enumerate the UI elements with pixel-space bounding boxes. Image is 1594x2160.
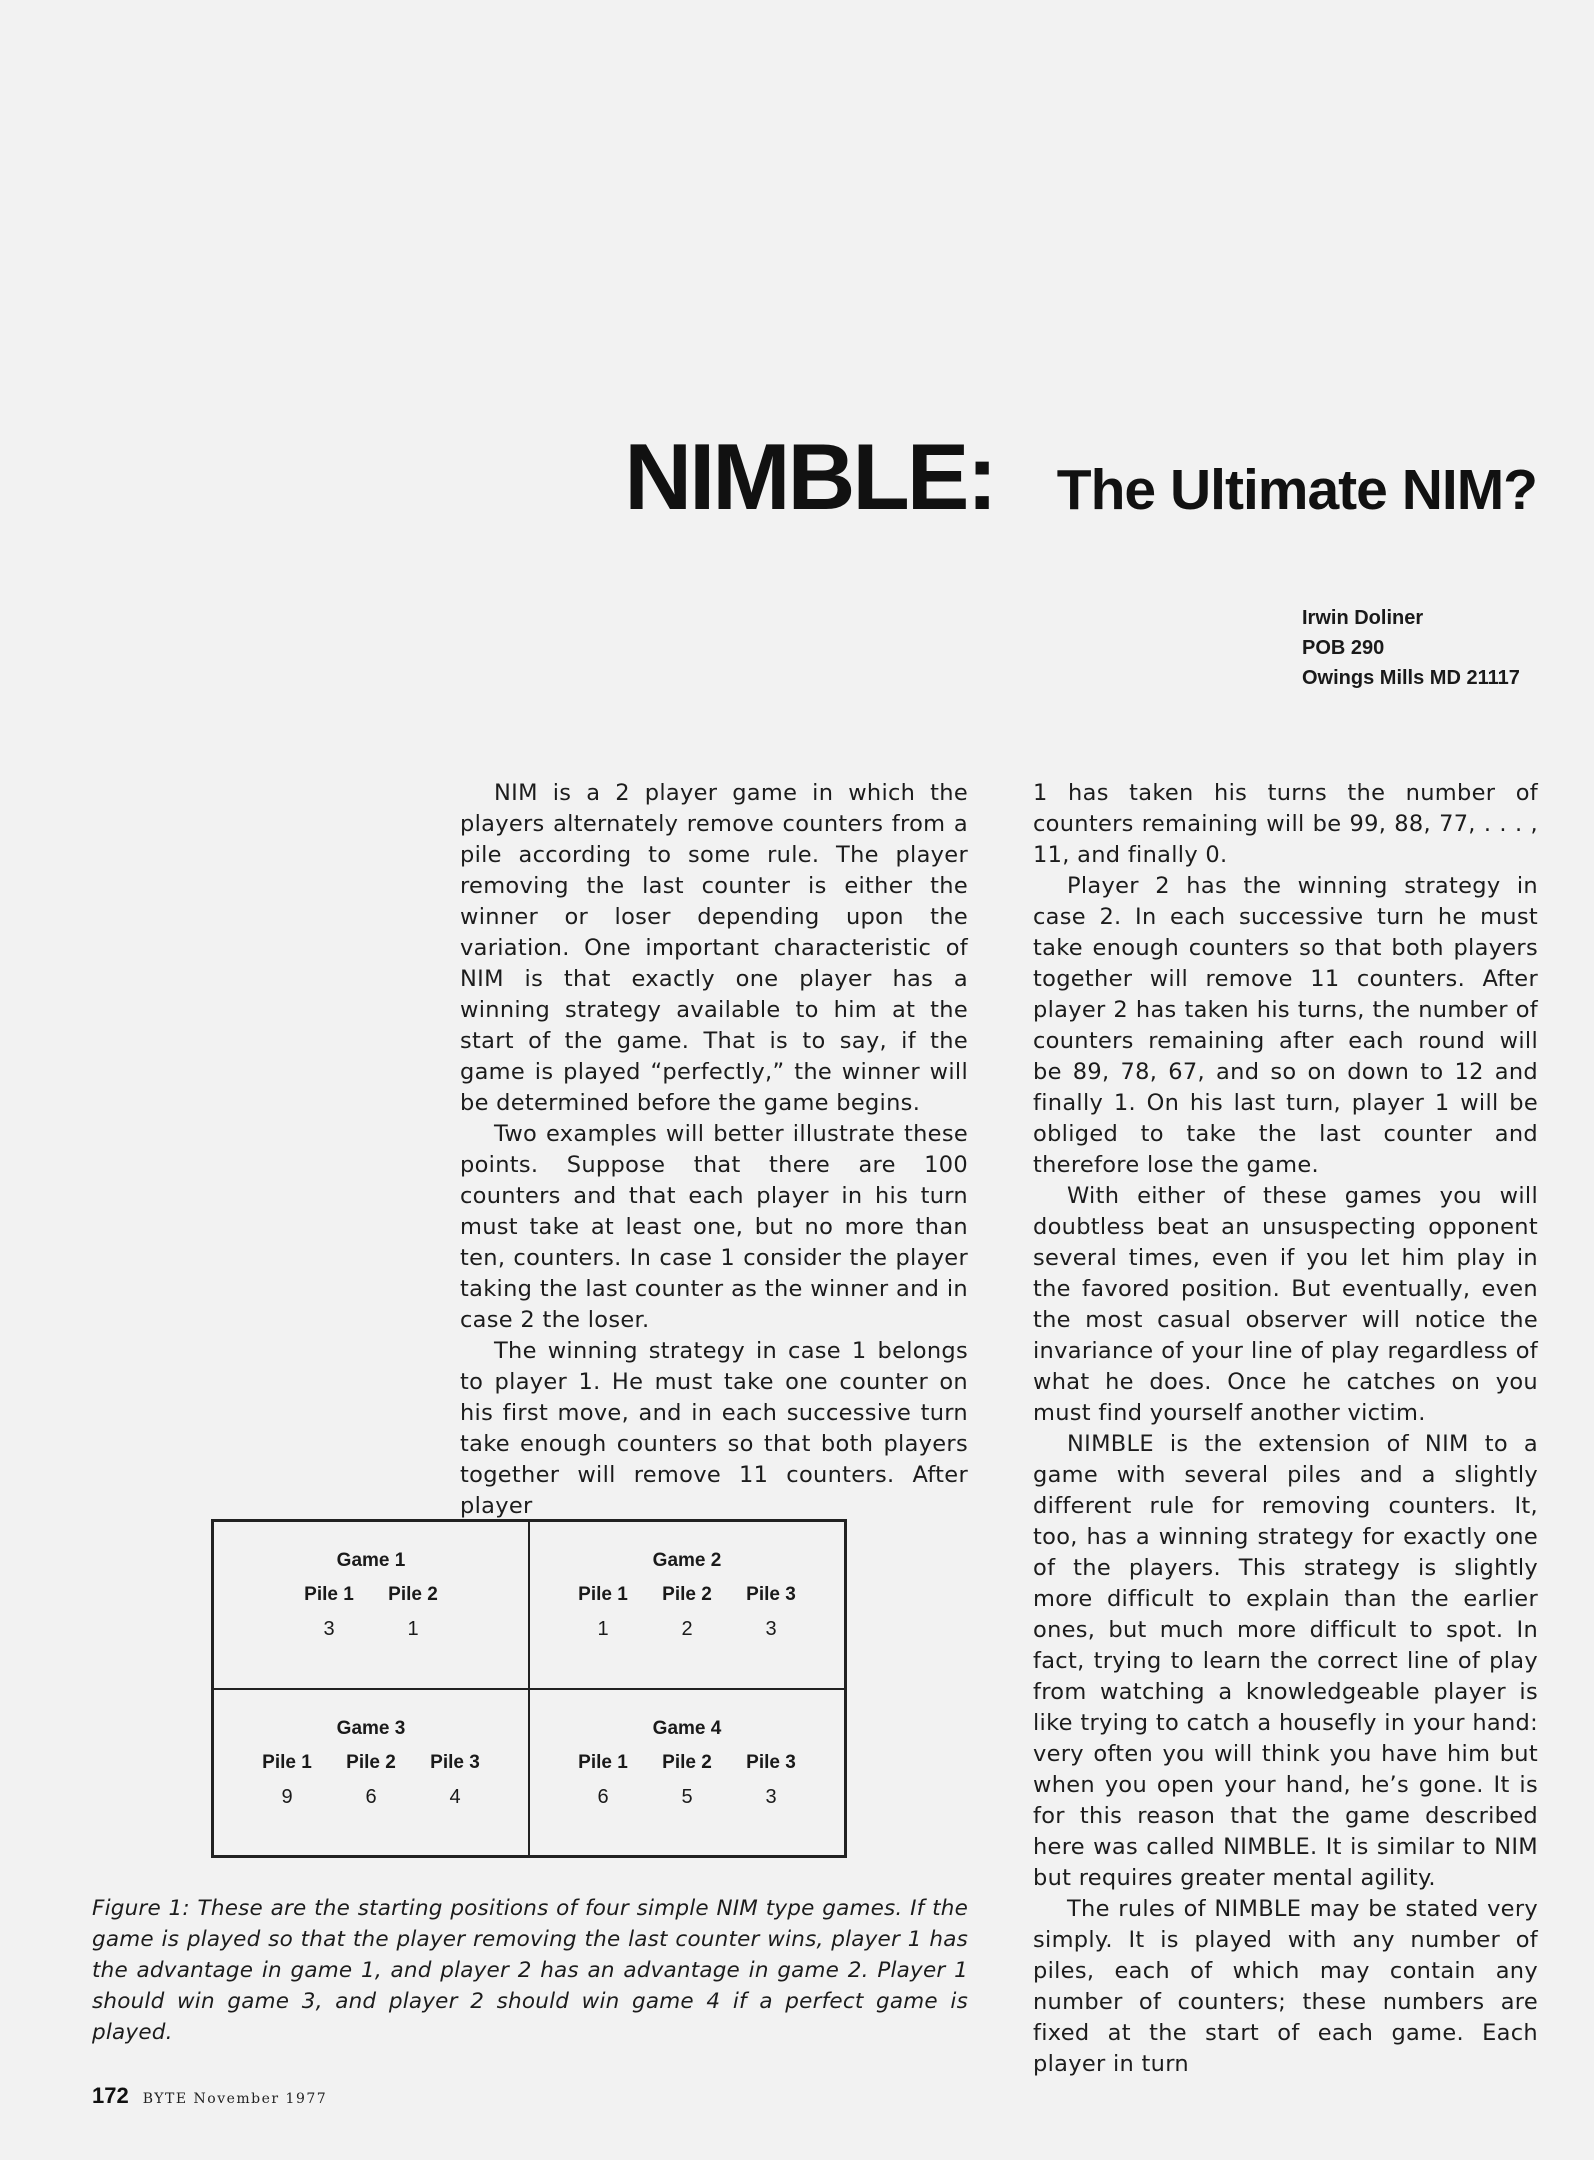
paragraph: 1 has taken his turns the number of counters remaining will be 99, 88, 77, . . . , 11, and finally 0. (1033, 780, 1538, 868)
pile-label: Pile 1 (578, 1584, 628, 1605)
pile-label: Pile 1 (304, 1584, 354, 1605)
game-cell (213, 1521, 529, 1689)
pile-value: 3 (323, 1618, 335, 1640)
paragraph: Two examples will better illustrate these points. Suppose that there are 100 counters and that each player in his turn must take at least one, but no more than ten, counters. In case 1 consider the player taking the last counter as the winner and in case 2 the loser. (460, 1121, 968, 1333)
author-address-line1: POB 290 (1302, 637, 1385, 659)
pile-label: Pile 2 (662, 1751, 712, 1773)
pile-label: Pile 1 (262, 1751, 312, 1773)
pile-label: Pile 1 (578, 1751, 628, 1773)
pile-label: Pile 3 (746, 1751, 796, 1773)
pile-value: 1 (407, 1618, 419, 1640)
pile-value: 4 (449, 1785, 461, 1808)
pile-values (214, 1612, 528, 1646)
pile-values (530, 1780, 844, 1814)
body-column-right (1033, 778, 1538, 2080)
body-column-left (460, 778, 968, 1522)
pile-label: Pile 2 (388, 1584, 438, 1605)
pile-label: Pile 2 (662, 1584, 712, 1605)
pile-label: Pile 3 (746, 1584, 796, 1605)
pile-value: 3 (765, 1618, 777, 1640)
author-name: Irwin Doliner (1302, 607, 1424, 629)
pile-value: 6 (597, 1785, 609, 1808)
page-footer (92, 2083, 327, 2109)
page-number: 172 (92, 2083, 129, 2108)
pile-value: 2 (681, 1618, 693, 1640)
paragraph: NIMBLE is the extension of NIM to a game with several piles and a slightly different rule for removing counters. It, too, has a winning strategy for exactly one of the players. This strategy is slightly more difficult to explain than the earlier ones, but much more difficult to spot. In fact, trying to learn the correct line of play from watching a knowledgeable player is like trying to catch a housefly in your hand: very often you will think you have him but when you open your hand, he’s gone. It is for this reason that the game described here was called NIMBLE. It is similar to NIM but requires greater mental agility. (1033, 1431, 1538, 1891)
author-address-line2: Owings Mills MD 21117 (1302, 667, 1520, 689)
pile-value: 3 (765, 1785, 777, 1808)
paragraph: Player 2 has the winning strategy in case 2. In each successive turn he must take enough counters so that both players together will remove 11 counters. After player 2 has taken his turns, the number of counters remaining after each round will be 89, 78, 67, and so on down to 12 and finally 1. On his last turn, player 1 will be obliged to take the last counter and therefore lose the game. (1033, 873, 1538, 1178)
title-main: NIMBLE: (624, 424, 995, 529)
pile-labels (530, 1578, 844, 1612)
figure-caption: Figure 1: These are the starting positions of four simple NIM type games. If the game is played so that the player removing the last counter wins, player 1 has the advantage in game 1, and player 2 has an advantage in game 2. Player 1 should win game 3, and player 2 should win game 4 if a perfect game is played. (92, 1896, 968, 2045)
paragraph: The rules of NIMBLE may be stated very simply. It is played with any number of piles, each of which may contain any number of counters; these numbers are fixed at the start of each game. Each player in turn (1033, 1896, 1538, 2077)
pile-label: Pile 2 (346, 1751, 396, 1773)
magazine-issue: BYTE November 1977 (142, 2091, 328, 2107)
article-title (624, 424, 1537, 529)
pile-label: Pile 3 (430, 1751, 480, 1773)
game-cell (529, 1521, 845, 1689)
game-cell (529, 1689, 845, 1857)
paragraph: NIM is a 2 player game in which the players alternately remove counters from a pile according to some rule. The player removing the last counter is either the winner or loser depending upon the variation. One important characteristic of NIM is that exactly one player has a winning strategy available to him at the start of the game. That is to say, if the game is played “perfectly,” the winner will be determined before the game begins. (460, 780, 968, 1116)
author-byline (1302, 603, 1520, 693)
game-title: Game 4 (652, 1717, 722, 1739)
pile-value: 1 (597, 1618, 609, 1640)
game-title: Game 2 (652, 1550, 722, 1571)
pile-value: 5 (681, 1785, 693, 1808)
pile-labels (214, 1578, 528, 1612)
pile-value: 6 (365, 1785, 377, 1808)
pile-labels (530, 1746, 844, 1780)
pile-values (214, 1780, 528, 1814)
pile-values (530, 1612, 844, 1646)
title-subtitle: The Ultimate NIM? (1056, 458, 1537, 522)
game-cell (213, 1689, 529, 1857)
paragraph: The winning strategy in case 1 belongs to player 1. He must take one counter on his first move, and in each successive turn take enough counters so that both players together will remove 11 counters. After player (460, 1338, 968, 1519)
pile-value: 9 (281, 1785, 293, 1808)
paragraph: With either of these games you will doubtless beat an unsuspecting opponent several times, even if you let him play in the favored position. But eventually, even the most casual observer will notice the invariance of your line of play regardless of what he does. Once he catches on you must find yourself another victim. (1033, 1183, 1538, 1426)
game-title: Game 3 (336, 1717, 406, 1739)
pile-labels (214, 1746, 528, 1780)
game-title: Game 1 (336, 1550, 406, 1571)
figure-1-table (211, 1519, 847, 1858)
